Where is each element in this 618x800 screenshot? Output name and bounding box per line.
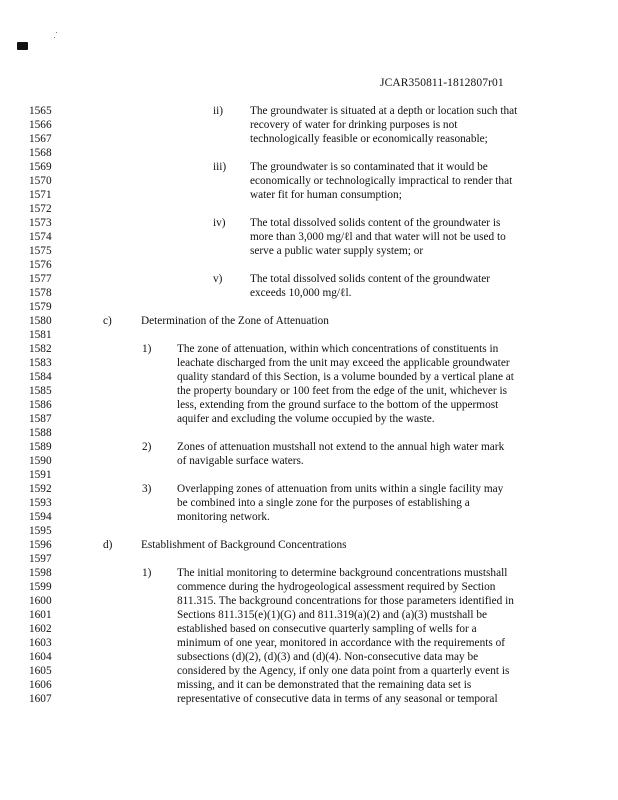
document-line: [0, 370, 618, 385]
document-line: [0, 342, 618, 357]
line-number: 1601: [29, 609, 52, 621]
line-text: The zone of attenuation, within which concentrations of constituents in: [177, 343, 499, 355]
document-line: [0, 384, 618, 399]
document-line: [0, 286, 618, 301]
line-number: 1592: [29, 483, 52, 495]
line-text: missing, and it can be demonstrated that the remaining data set is: [177, 679, 472, 691]
line-text: water fit for human consumption;: [250, 189, 402, 201]
line-number: 1599: [29, 581, 52, 593]
line-number: 1577: [29, 273, 52, 285]
item-marker: 1): [142, 343, 152, 355]
document-line: [0, 230, 618, 245]
document-line: [0, 272, 618, 287]
document-line: [0, 398, 618, 413]
document-line: [0, 538, 618, 553]
line-text: commence during the hydrogeological assessment required by Section: [177, 581, 496, 593]
document-line: [0, 244, 618, 259]
line-text: 811.315. The background concentrations for those parameters identified in: [177, 595, 514, 607]
line-text: economically or technologically impractical to render that: [250, 175, 513, 187]
document-line: [0, 314, 618, 329]
line-text: the property boundary or 100 feet from the edge of the unit, whichever is: [177, 385, 508, 397]
line-number: 1573: [29, 217, 52, 229]
item-marker: 1): [142, 567, 152, 579]
line-number: 1570: [29, 175, 52, 187]
document-line: [0, 678, 618, 693]
line-text: Determination of the Zone of Attenuation: [141, 315, 329, 327]
document-line: [0, 566, 618, 581]
document-line: [0, 482, 618, 497]
line-text: Zones of attenuation mustshall not extend to the annual high water mark: [177, 441, 505, 453]
line-number: 1596: [29, 539, 52, 551]
document-line: [0, 426, 618, 441]
line-text: subsections (d)(2), (d)(3) and (d)(4). Non-consecutive data may be: [177, 651, 479, 663]
line-number: 1587: [29, 413, 52, 425]
line-number: 1585: [29, 385, 52, 397]
line-number: 1583: [29, 357, 52, 369]
document-line: [0, 104, 618, 119]
line-text: The initial monitoring to determine background concentrations mustshall: [177, 567, 508, 579]
line-text: be combined into a single zone for the purposes of establishing a: [177, 497, 470, 509]
item-marker: iv): [213, 217, 226, 229]
line-number: 1574: [29, 231, 52, 243]
line-text: The groundwater is so contaminated that it would be: [250, 161, 488, 173]
scan-speck: [54, 37, 55, 38]
line-number: 1568: [29, 147, 52, 159]
item-marker: d): [103, 539, 113, 551]
document-line: [0, 664, 618, 679]
line-number: 1588: [29, 427, 52, 439]
document-line: [0, 552, 618, 567]
line-text: exceeds 10,000 mg/ℓl.: [250, 287, 352, 299]
line-number: 1580: [29, 315, 52, 327]
line-text: recovery of water for drinking purposes is not: [250, 119, 458, 131]
line-number: 1589: [29, 441, 52, 453]
line-number: 1576: [29, 259, 52, 271]
document-id: JCAR350811-1812807r01: [380, 77, 504, 89]
document-line: [0, 188, 618, 203]
line-text: monitoring network.: [177, 511, 270, 523]
document-line: [0, 216, 618, 231]
line-number: 1578: [29, 287, 52, 299]
line-number: 1575: [29, 245, 52, 257]
line-number: 1586: [29, 399, 52, 411]
document-line: [0, 440, 618, 455]
document-line: [0, 608, 618, 623]
line-number: 1572: [29, 203, 52, 215]
document-line: [0, 174, 618, 189]
line-number: 1567: [29, 133, 52, 145]
document-line: [0, 594, 618, 609]
scan-speck: [56, 32, 57, 33]
line-number: 1594: [29, 511, 52, 523]
line-text: Establishment of Background Concentrations: [141, 539, 347, 551]
line-text: Overlapping zones of attenuation from units within a single facility may: [177, 483, 504, 495]
line-number: 1600: [29, 595, 52, 607]
document-line: [0, 258, 618, 273]
document-line: [0, 580, 618, 595]
document-line: [0, 496, 618, 511]
line-number: 1602: [29, 623, 52, 635]
document-line: [0, 622, 618, 637]
document-line: [0, 454, 618, 469]
document-line: [0, 468, 618, 483]
document-line: [0, 202, 618, 217]
line-text: technologically feasible or economically reasonable;: [250, 133, 488, 145]
document-line: [0, 160, 618, 175]
line-text: leachate discharged from the unit may exceed the applicable groundwater: [177, 357, 510, 369]
line-number: 1604: [29, 651, 52, 663]
line-text: aquifer and excluding the volume occupied by the waste.: [177, 413, 435, 425]
scan-mark: [17, 42, 28, 50]
document-line: [0, 118, 618, 133]
line-number: 1581: [29, 329, 52, 341]
line-text: less, extending from the ground surface to the bottom of the uppermost: [177, 399, 499, 411]
line-number: 1571: [29, 189, 52, 201]
line-number: 1566: [29, 119, 52, 131]
item-marker: iii): [213, 161, 227, 173]
document-line: [0, 146, 618, 161]
line-number: 1605: [29, 665, 52, 677]
line-number: 1603: [29, 637, 52, 649]
line-text: established based on consecutive quarterly sampling of wells for a: [177, 623, 477, 635]
line-text: of navigable surface waters.: [177, 455, 304, 467]
line-number: 1595: [29, 525, 52, 537]
line-number: 1584: [29, 371, 52, 383]
line-number: 1569: [29, 161, 52, 173]
document-line: [0, 132, 618, 147]
document-line: [0, 692, 618, 707]
line-number: 1598: [29, 567, 52, 579]
document-line: [0, 650, 618, 665]
line-number: 1606: [29, 679, 52, 691]
item-marker: 3): [142, 483, 152, 495]
item-marker: v): [213, 273, 223, 285]
document-line: [0, 412, 618, 427]
document-line: [0, 636, 618, 651]
line-number: 1582: [29, 343, 52, 355]
line-text: The total dissolved solids content of the groundwater is: [250, 217, 501, 229]
line-text: The total dissolved solids content of the groundwater: [250, 273, 491, 285]
line-number: 1597: [29, 553, 52, 565]
line-number: 1590: [29, 455, 52, 467]
line-text: more than 3,000 mg/ℓl and that water will not be used to: [250, 231, 506, 243]
line-text: minimum of one year, monitored in accordance with the requirements of: [177, 637, 505, 649]
item-marker: c): [103, 315, 112, 327]
document-line: [0, 328, 618, 343]
line-number: 1591: [29, 469, 52, 481]
line-text: considered by the Agency, if only one data point from a quarterly event is: [177, 665, 510, 677]
line-text: Sections 811.315(e)(1)(G) and 811.319(a)(2) and (a)(3) mustshall be: [177, 609, 488, 621]
line-text: quality standard of this Section, is a volume bounded by a vertical plane at: [177, 371, 514, 383]
line-number: 1565: [29, 105, 52, 117]
line-text: The groundwater is situated at a depth or location such that: [250, 105, 518, 117]
document-line: [0, 510, 618, 525]
item-marker: 2): [142, 441, 152, 453]
document-line: [0, 300, 618, 315]
line-text: representative of consecutive data in terms of any seasonal or temporal: [177, 693, 498, 705]
line-number: 1593: [29, 497, 52, 509]
document-line: [0, 524, 618, 539]
line-number: 1607: [29, 693, 52, 705]
item-marker: ii): [213, 105, 224, 117]
line-number: 1579: [29, 301, 52, 313]
line-text: serve a public water supply system; or: [250, 245, 424, 257]
document-line: [0, 356, 618, 371]
